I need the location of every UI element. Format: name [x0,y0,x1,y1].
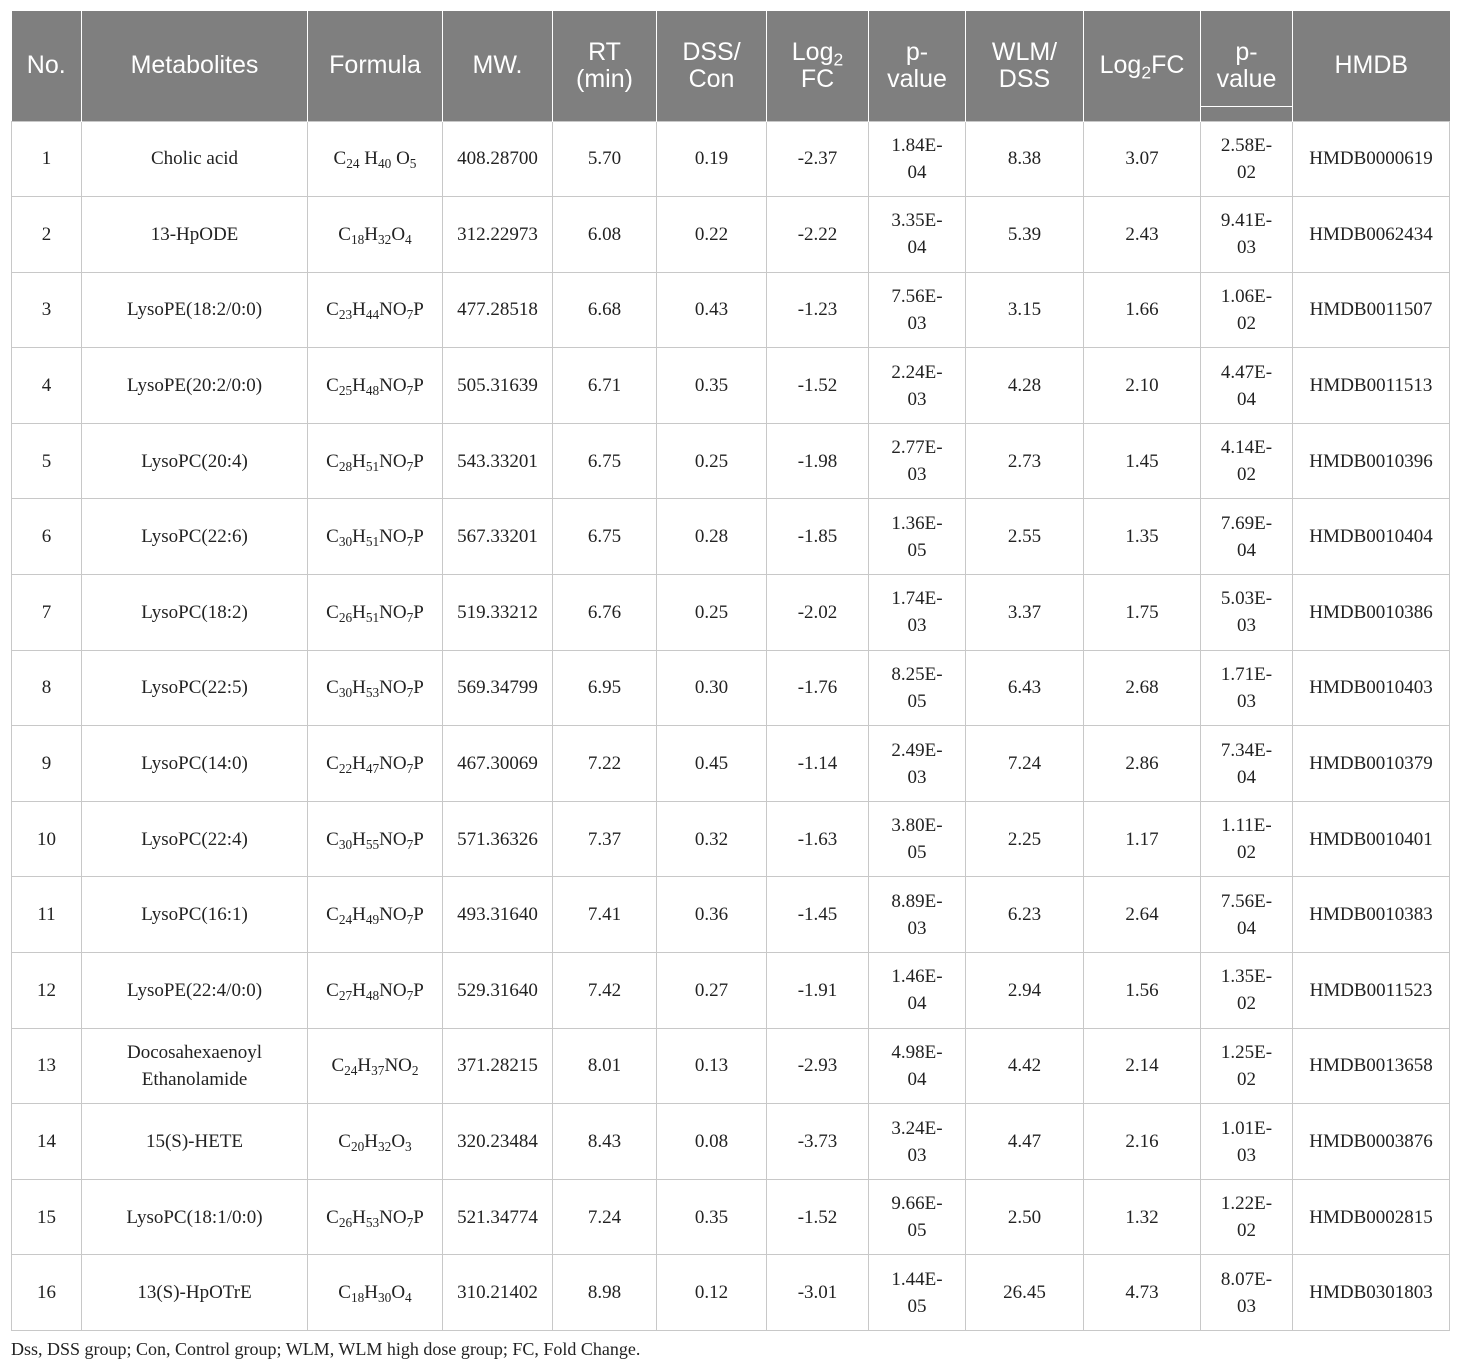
cell-dss-con: 0.43 [657,272,767,348]
cell-hmdb: HMDB0062434 [1293,197,1450,273]
cell-formula: $C_{24}H_{37}NO_2$ [308,1028,443,1104]
cell-wlm-dss: 4.42 [966,1028,1084,1104]
cell-log2fc-wlm-dss: 4.73 [1084,1255,1201,1331]
cell-hmdb: HMDB0013658 [1293,1028,1450,1104]
cell-metabolite: LysoPE(22:4/0:0) [82,953,308,1029]
cell-metabolite: LysoPC(14:0) [82,726,308,802]
cell-hmdb: HMDB0011513 [1293,348,1450,424]
cell-rt: 7.22 [553,726,657,802]
cell-mw: 477.28518 [443,272,553,348]
cell-wlm-dss: 6.23 [966,877,1084,953]
cell-no: 9 [12,726,82,802]
cell-formula: $C_{23}H_{44}NO_7P$ [308,272,443,348]
cell-pvalue-wlm-dss: 7.34E- 04 [1201,726,1293,802]
cell-wlm-dss: 2.73 [966,423,1084,499]
cell-rt: 6.76 [553,575,657,651]
cell-pvalue-dss-con: 2.49E- 03 [869,726,966,802]
cell-no: 16 [12,1255,82,1331]
cell-rt: 6.75 [553,423,657,499]
cell-hmdb: HMDB0010396 [1293,423,1450,499]
cell-wlm-dss: 2.55 [966,499,1084,575]
cell-metabolite: LysoPC(20:4) [82,423,308,499]
table-row [12,650,1450,726]
cell-pvalue-dss-con: 9.66E- 05 [869,1179,966,1255]
cell-log2fc-wlm-dss: 2.16 [1084,1104,1201,1180]
cell-metabolite: LysoPC(18:2) [82,575,308,651]
cell-wlm-dss: 2.25 [966,801,1084,877]
cell-dss-con: 0.19 [657,121,767,197]
cell-log2fc-dss-con: -1.14 [767,726,869,802]
cell-hmdb: HMDB0010404 [1293,499,1450,575]
cell-pvalue-dss-con: 8.25E- 05 [869,650,966,726]
cell-hmdb: HMDB0003876 [1293,1104,1450,1180]
table-body [12,121,1450,1331]
cell-pvalue-wlm-dss: 7.69E- 04 [1201,499,1293,575]
table-footnote: Dss, DSS group; Con, Control group; WLM, WLM high dose group; FC, Fold Change. [11,1339,641,1359]
cell-mw: 519.33212 [443,575,553,651]
cell-dss-con: 0.35 [657,348,767,424]
cell-wlm-dss: 4.28 [966,348,1084,424]
cell-log2fc-wlm-dss: 2.43 [1084,197,1201,273]
cell-pvalue-dss-con: 1.46E- 04 [869,953,966,1029]
cell-hmdb: HMDB0010403 [1293,650,1450,726]
cell-rt: 6.68 [553,272,657,348]
cell-rt: 6.08 [553,197,657,273]
cell-rt: 7.37 [553,801,657,877]
cell-dss-con: 0.13 [657,1028,767,1104]
cell-dss-con: 0.30 [657,650,767,726]
cell-pvalue-dss-con: 2.24E- 03 [869,348,966,424]
table-row [12,1104,1450,1180]
cell-wlm-dss: 2.50 [966,1179,1084,1255]
cell-mw: 543.33201 [443,423,553,499]
cell-rt: 7.24 [553,1179,657,1255]
cell-mw: 371.28215 [443,1028,553,1104]
table-row [12,801,1450,877]
cell-rt: 7.41 [553,877,657,953]
cell-no: 4 [12,348,82,424]
metabolites-table-container [11,11,1449,1331]
cell-wlm-dss: 26.45 [966,1255,1084,1331]
cell-formula: $C_{25}H_{48}NO_7P$ [308,348,443,424]
cell-pvalue-dss-con: 7.56E- 03 [869,272,966,348]
metabolites-table [11,11,1450,1331]
cell-log2fc-dss-con: -1.98 [767,423,869,499]
cell-hmdb: HMDB0010401 [1293,801,1450,877]
cell-hmdb: HMDB0011523 [1293,953,1450,1029]
cell-mw: 493.31640 [443,877,553,953]
cell-log2fc-wlm-dss: 2.14 [1084,1028,1201,1104]
cell-rt: 6.95 [553,650,657,726]
cell-wlm-dss: 6.43 [966,650,1084,726]
cell-hmdb: HMDB0002815 [1293,1179,1450,1255]
cell-mw: 521.34774 [443,1179,553,1255]
table-row [12,1179,1450,1255]
header-mw: MW. [443,11,553,121]
cell-log2fc-wlm-dss: 1.17 [1084,801,1201,877]
cell-log2fc-dss-con: -1.23 [767,272,869,348]
cell-hmdb: HMDB0010386 [1293,575,1450,651]
cell-log2fc-dss-con: -1.91 [767,953,869,1029]
cell-pvalue-dss-con: 8.89E- 03 [869,877,966,953]
header-log2fc-wlm-dss: Log$_2$FC [1084,11,1201,121]
cell-wlm-dss: 2.94 [966,953,1084,1029]
cell-pvalue-dss-con: 3.80E- 05 [869,801,966,877]
cell-pvalue-dss-con: 1.74E- 03 [869,575,966,651]
table-row [12,348,1450,424]
header-no: No. [12,11,82,121]
cell-metabolite: Docosahexaenoyl Ethanolamide [82,1028,308,1104]
cell-metabolite: LysoPC(22:4) [82,801,308,877]
cell-rt: 6.75 [553,499,657,575]
cell-dss-con: 0.08 [657,1104,767,1180]
header-rt: RT (min) [553,11,657,121]
cell-pvalue-dss-con: 2.77E- 03 [869,423,966,499]
cell-hmdb: HMDB0011507 [1293,272,1450,348]
cell-log2fc-wlm-dss: 2.68 [1084,650,1201,726]
cell-pvalue-dss-con: 1.44E- 05 [869,1255,966,1331]
cell-hmdb: HMDB0000619 [1293,121,1450,197]
cell-wlm-dss: 3.15 [966,272,1084,348]
table-row [12,121,1450,197]
cell-log2fc-wlm-dss: 3.07 [1084,121,1201,197]
cell-metabolite: LysoPC(16:1) [82,877,308,953]
cell-formula: $C_{20}H_{32}O_3$ [308,1104,443,1180]
cell-formula: $C_{26}H_{51}NO_7P$ [308,575,443,651]
cell-no: 2 [12,197,82,273]
cell-mw: 312.22973 [443,197,553,273]
cell-mw: 571.36326 [443,801,553,877]
cell-wlm-dss: 7.24 [966,726,1084,802]
cell-log2fc-wlm-dss: 1.56 [1084,953,1201,1029]
cell-pvalue-wlm-dss: 8.07E- 03 [1201,1255,1293,1331]
cell-no: 5 [12,423,82,499]
cell-dss-con: 0.45 [657,726,767,802]
cell-pvalue-wlm-dss: 5.03E- 03 [1201,575,1293,651]
cell-log2fc-dss-con: -1.52 [767,1179,869,1255]
table-row [12,575,1450,651]
cell-metabolite: 13-HpODE [82,197,308,273]
cell-formula: $C_{24}H_{49}NO_7P$ [308,877,443,953]
cell-mw: 310.21402 [443,1255,553,1331]
cell-pvalue-dss-con: 3.35E- 04 [869,197,966,273]
cell-formula: $C_{18}H_{32}O_4$ [308,197,443,273]
cell-wlm-dss: 5.39 [966,197,1084,273]
cell-pvalue-wlm-dss: 1.06E- 02 [1201,272,1293,348]
cell-metabolite: Cholic acid [82,121,308,197]
cell-mw: 467.30069 [443,726,553,802]
cell-mw: 505.31639 [443,348,553,424]
cell-pvalue-dss-con: 1.36E- 05 [869,499,966,575]
cell-rt: 6.71 [553,348,657,424]
cell-metabolite: LysoPC(18:1/0:0) [82,1179,308,1255]
header-hmdb: HMDB [1293,11,1450,121]
table-row [12,197,1450,273]
cell-log2fc-dss-con: -3.73 [767,1104,869,1180]
header-row [12,11,1450,121]
cell-pvalue-wlm-dss: 1.22E- 02 [1201,1179,1293,1255]
cell-no: 8 [12,650,82,726]
cell-formula: $C_{18}H_{30}O_4$ [308,1255,443,1331]
cell-dss-con: 0.32 [657,801,767,877]
cell-dss-con: 0.35 [657,1179,767,1255]
cell-mw: 529.31640 [443,953,553,1029]
cell-metabolite: LysoPE(20:2/0:0) [82,348,308,424]
cell-log2fc-wlm-dss: 1.66 [1084,272,1201,348]
cell-formula: $C_{30}H_{51}NO_7P$ [308,499,443,575]
cell-pvalue-wlm-dss: 7.56E- 04 [1201,877,1293,953]
cell-log2fc-wlm-dss: 1.35 [1084,499,1201,575]
table-row [12,953,1450,1029]
cell-rt: 8.01 [553,1028,657,1104]
cell-dss-con: 0.27 [657,953,767,1029]
cell-dss-con: 0.22 [657,197,767,273]
cell-metabolite: LysoPC(22:6) [82,499,308,575]
cell-rt: 8.98 [553,1255,657,1331]
cell-wlm-dss: 8.38 [966,121,1084,197]
header-dss-con: DSS/ Con [657,11,767,121]
cell-log2fc-dss-con: -2.37 [767,121,869,197]
cell-dss-con: 0.12 [657,1255,767,1331]
cell-no: 12 [12,953,82,1029]
cell-log2fc-dss-con: -2.22 [767,197,869,273]
table-row [12,272,1450,348]
cell-no: 3 [12,272,82,348]
table-row [12,423,1450,499]
header-metabolites: Metabolites [82,11,308,121]
cell-pvalue-wlm-dss: 4.47E- 04 [1201,348,1293,424]
cell-hmdb: HMDB0301803 [1293,1255,1450,1331]
cell-dss-con: 0.28 [657,499,767,575]
cell-pvalue-wlm-dss: 2.58E- 02 [1201,121,1293,197]
cell-rt: 7.42 [553,953,657,1029]
cell-hmdb: HMDB0010379 [1293,726,1450,802]
table-row [12,877,1450,953]
cell-pvalue-wlm-dss: 9.41E- 03 [1201,197,1293,273]
cell-metabolite: 13(S)-HpOTrE [82,1255,308,1331]
cell-log2fc-dss-con: -1.85 [767,499,869,575]
cell-formula: $C_{26}H_{53}NO_7P$ [308,1179,443,1255]
cell-formula: $C_{22}H_{47}NO_7P$ [308,726,443,802]
cell-pvalue-wlm-dss: 1.25E- 02 [1201,1028,1293,1104]
cell-no: 15 [12,1179,82,1255]
table-row [12,1255,1450,1331]
cell-pvalue-wlm-dss: 4.14E- 02 [1201,423,1293,499]
cell-log2fc-dss-con: -1.76 [767,650,869,726]
cell-log2fc-dss-con: -3.01 [767,1255,869,1331]
cell-pvalue-dss-con: 1.84E- 04 [869,121,966,197]
cell-formula: $C_{27}H_{48}NO_7P$ [308,953,443,1029]
cell-mw: 569.34799 [443,650,553,726]
header-formula: Formula [308,11,443,121]
table-row [12,499,1450,575]
cell-formula: $C_{30}H_{55}NO_7P$ [308,801,443,877]
cell-metabolite: 15(S)-HETE [82,1104,308,1180]
cell-no: 10 [12,801,82,877]
cell-log2fc-dss-con: -1.45 [767,877,869,953]
cell-pvalue-wlm-dss: 1.35E- 02 [1201,953,1293,1029]
cell-formula: $C_{24}$ $H_{40}$ $O_5$ [308,121,443,197]
cell-mw: 320.23484 [443,1104,553,1180]
cell-pvalue-dss-con: 3.24E- 03 [869,1104,966,1180]
cell-metabolite: LysoPE(18:2/0:0) [82,272,308,348]
cell-log2fc-dss-con: -2.93 [767,1028,869,1104]
cell-dss-con: 0.25 [657,575,767,651]
cell-log2fc-wlm-dss: 2.64 [1084,877,1201,953]
cell-wlm-dss: 3.37 [966,575,1084,651]
cell-formula: $C_{30}H_{53}NO_7P$ [308,650,443,726]
cell-log2fc-dss-con: -1.63 [767,801,869,877]
cell-pvalue-wlm-dss: 1.11E- 02 [1201,801,1293,877]
cell-log2fc-wlm-dss: 1.45 [1084,423,1201,499]
cell-mw: 567.33201 [443,499,553,575]
cell-no: 6 [12,499,82,575]
cell-log2fc-dss-con: -2.02 [767,575,869,651]
cell-log2fc-wlm-dss: 2.10 [1084,348,1201,424]
header-pvalue-dss-con: p- value [869,11,966,121]
cell-log2fc-wlm-dss: 2.86 [1084,726,1201,802]
cell-no: 11 [12,877,82,953]
cell-dss-con: 0.25 [657,423,767,499]
cell-rt: 5.70 [553,121,657,197]
cell-no: 1 [12,121,82,197]
header-log2fc-dss-con: Log$_2$ FC [767,11,869,121]
cell-mw: 408.28700 [443,121,553,197]
cell-pvalue-wlm-dss: 1.01E- 03 [1201,1104,1293,1180]
cell-wlm-dss: 4.47 [966,1104,1084,1180]
cell-no: 14 [12,1104,82,1180]
cell-no: 13 [12,1028,82,1104]
cell-log2fc-wlm-dss: 1.32 [1084,1179,1201,1255]
cell-rt: 8.43 [553,1104,657,1180]
cell-dss-con: 0.36 [657,877,767,953]
cell-formula: $C_{28}H_{51}NO_7P$ [308,423,443,499]
table-row [12,726,1450,802]
header-pvalue-wlm-dss: p- value [1201,11,1293,121]
cell-pvalue-dss-con: 4.98E- 04 [869,1028,966,1104]
cell-hmdb: HMDB0010383 [1293,877,1450,953]
cell-metabolite: LysoPC(22:5) [82,650,308,726]
table-row [12,1028,1450,1104]
cell-log2fc-wlm-dss: 1.75 [1084,575,1201,651]
cell-pvalue-wlm-dss: 1.71E- 03 [1201,650,1293,726]
header-wlm-dss: WLM/ DSS [966,11,1084,121]
cell-no: 7 [12,575,82,651]
cell-log2fc-dss-con: -1.52 [767,348,869,424]
